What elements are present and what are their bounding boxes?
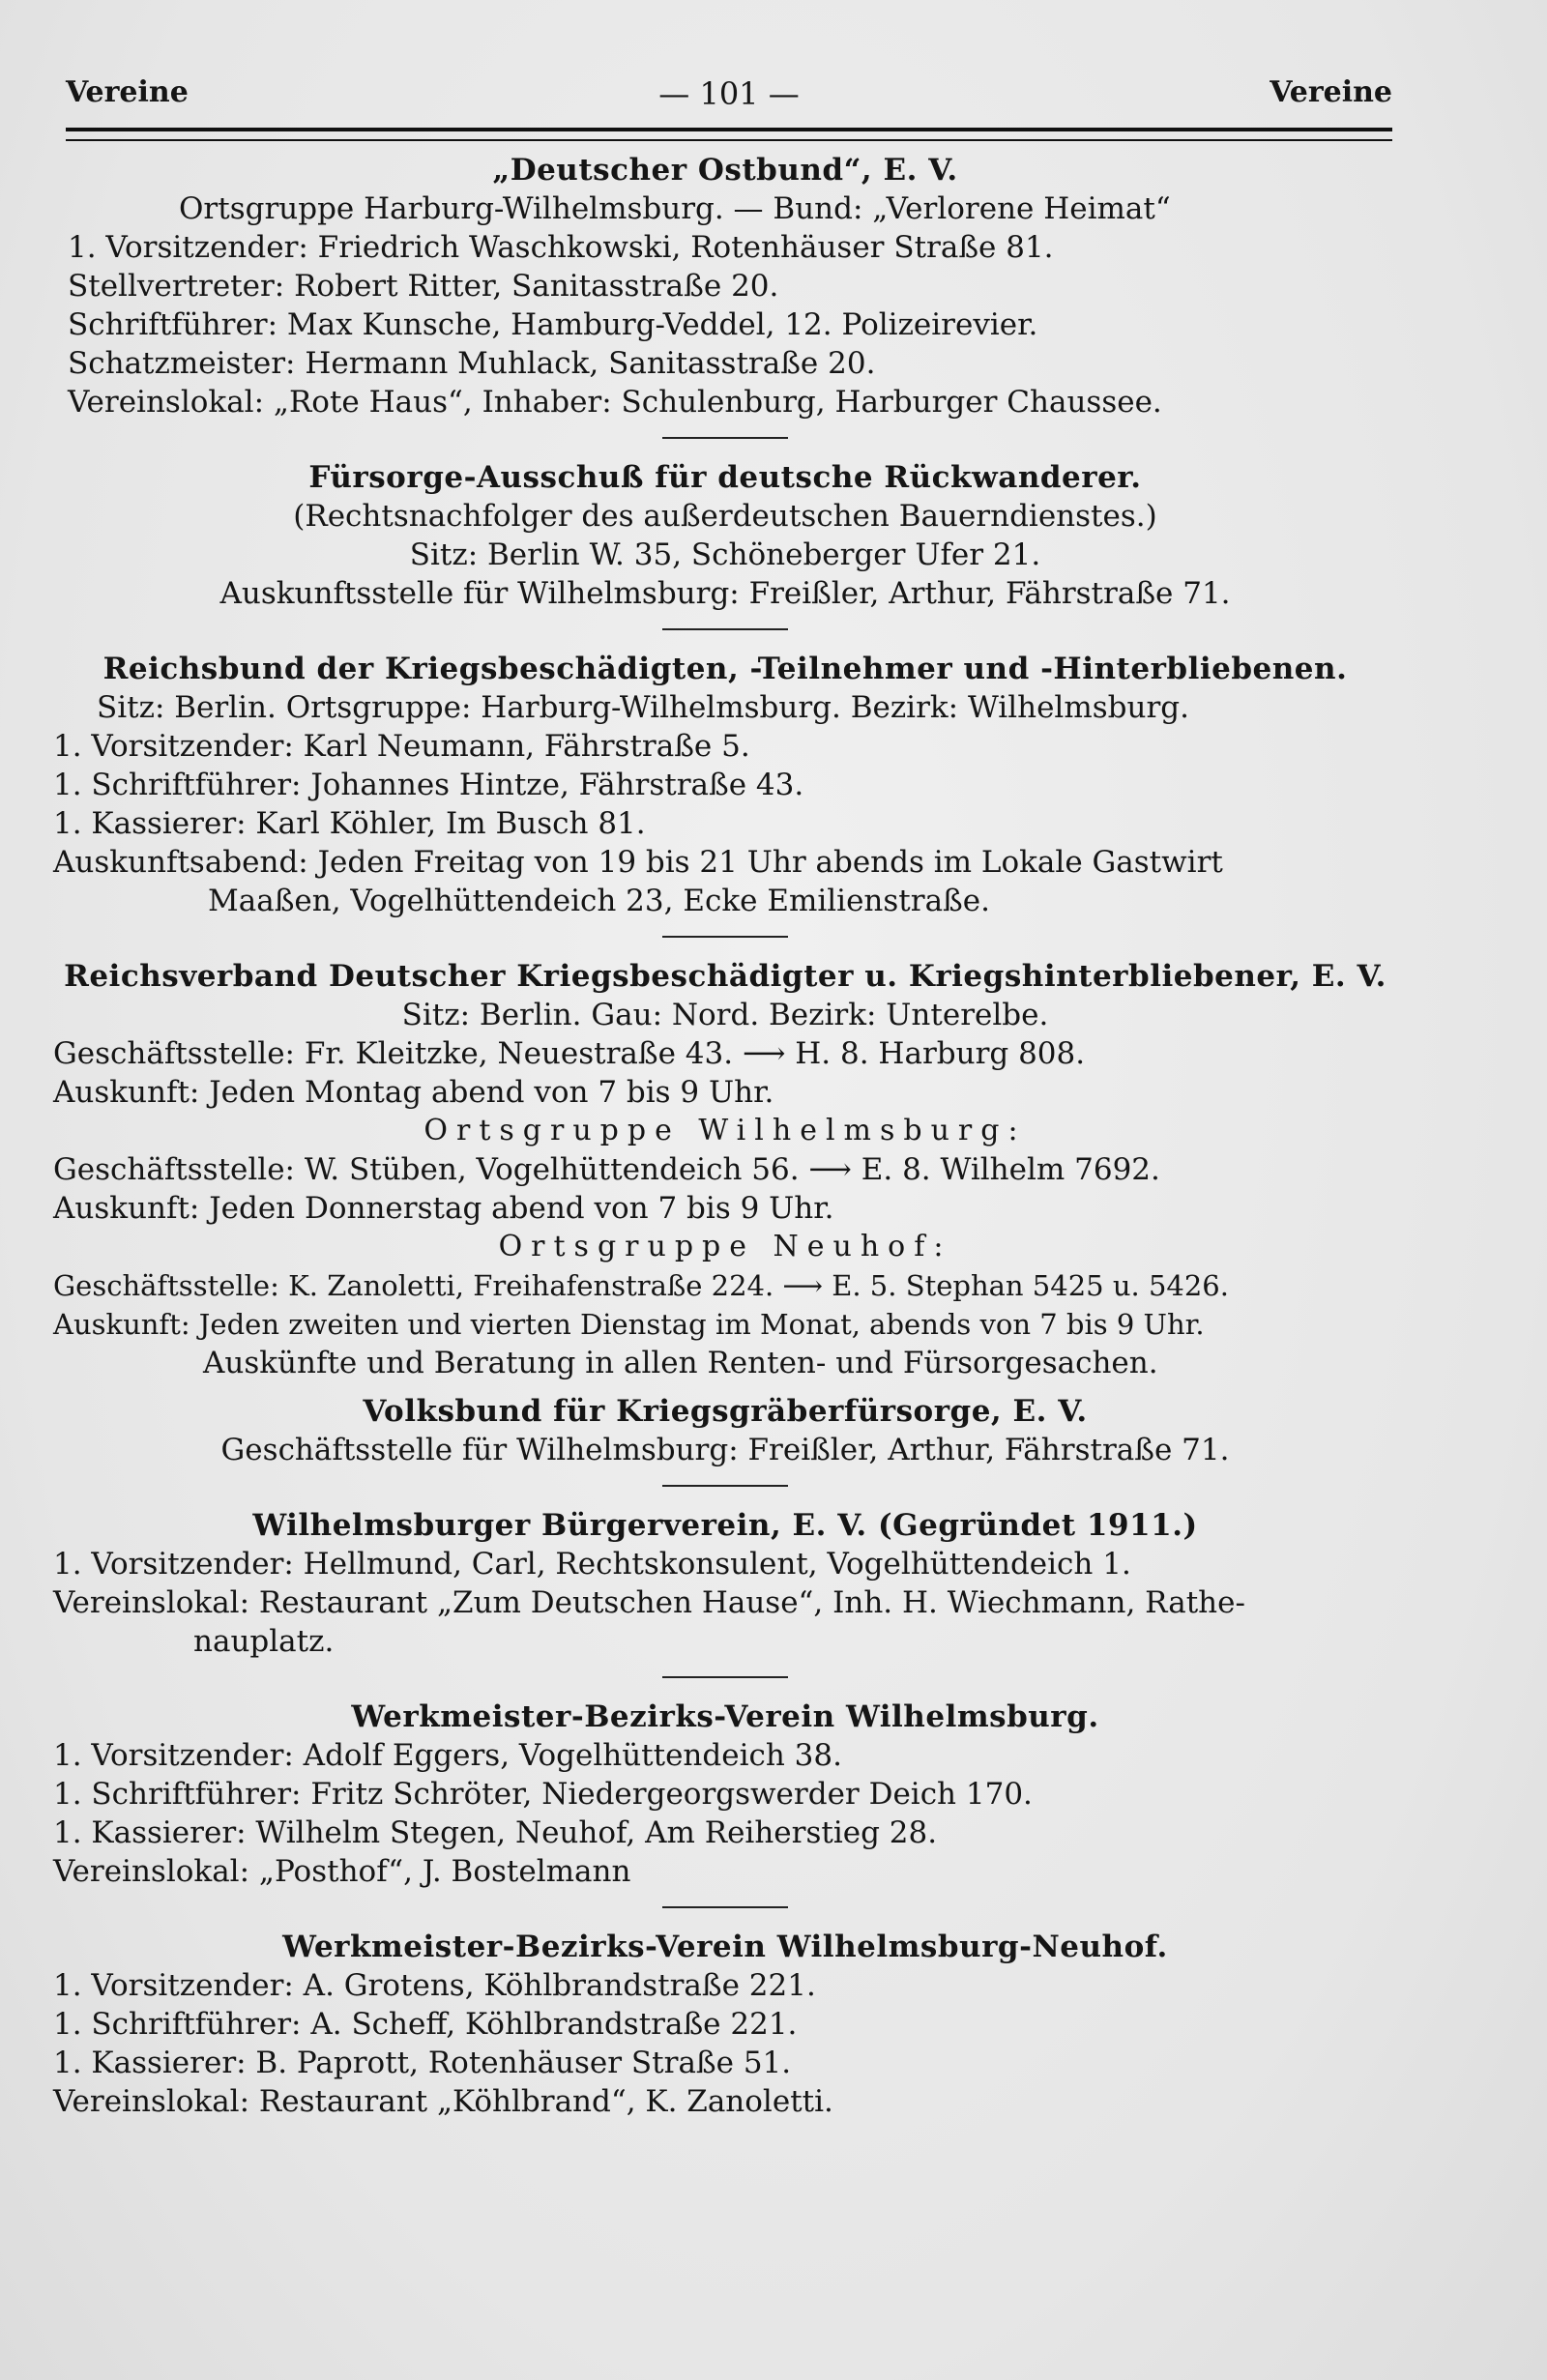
section-reichsbund <box>48 650 1402 938</box>
text-line: Sitz: Berlin. Gau: Nord. Bezirk: Unterelbe. <box>401 998 1049 1032</box>
section-title: Reichsbund der Kriegsbeschädigten, -Teilnehmer und -Hinterbliebenen. <box>102 652 1348 686</box>
text-line: Geschäftsstelle: W. Stüben, Vogelhüttendeich 56. ⟶ E. 8. Wilhelm 7692. <box>53 1152 1160 1187</box>
page-header <box>66 75 1392 114</box>
text-line: 1. Kassierer: B. Paprott, Rotenhäuser Straße 51. <box>53 2046 792 2080</box>
section-werkmeister-neuhof <box>48 1928 1402 2121</box>
text-line: 1. Kassierer: Wilhelm Stegen, Neuhof, Am Reiherstieg 28. <box>53 1815 938 1850</box>
section-divider <box>662 1485 788 1487</box>
text-line: Auskunft: Jeden Donnerstag abend von 7 bis 9 Uhr. <box>53 1191 834 1226</box>
header-rule <box>66 128 1392 141</box>
header-left: Vereine <box>66 75 189 109</box>
section-title: Fürsorge-Ausschuß für deutsche Rückwanderer. <box>308 460 1142 495</box>
text-line: (Rechtsnachfolger des außerdeutschen Bauerndienstes.) <box>293 499 1157 534</box>
section-title: Volksbund für Kriegsgräberfürsorge, E. V. <box>363 1394 1088 1429</box>
section-divider <box>662 1906 788 1908</box>
section-werkmeister-wilhelmsburg <box>48 1698 1402 1908</box>
text-line: Sitz: Berlin W. 35, Schöneberger Ufer 21. <box>409 537 1041 572</box>
text-line: Maaßen, Vogelhüttendeich 23, Ecke Emilienstraße. <box>208 884 990 918</box>
text-line: Vereinslokal: Restaurant „Köhlbrand“, K. Zanoletti. <box>53 2084 833 2119</box>
text-line: Geschäftsstelle: Fr. Kleitzke, Neuestraße 43. ⟶ H. 8. Harburg 808. <box>53 1036 1086 1071</box>
text-line: Auskünfte und Beratung in allen Renten- und Fürsorgesachen. <box>203 1346 1158 1380</box>
section-title: Wilhelmsburger Bürgerverein, E. V. (Gegründet 1911.) <box>252 1508 1198 1543</box>
text-line: Vereinslokal: Restaurant „Zum Deutschen Hause“, Inh. H. Wiechmann, Rathe- <box>53 1585 1245 1620</box>
text-line: 1. Vorsitzender: Adolf Eggers, Vogelhüttendeich 38. <box>53 1738 842 1773</box>
section-deutscher-ostbund <box>48 151 1402 439</box>
section-divider <box>662 1676 788 1678</box>
text-line: Auskunftsabend: Jeden Freitag von 19 bis 21 Uhr abends im Lokale Gastwirt <box>53 845 1223 880</box>
section-title: Werkmeister-Bezirks-Verein Wilhelmsburg. <box>351 1699 1099 1734</box>
text-line: nauplatz. <box>193 1624 335 1659</box>
text-line: 1. Schriftführer: Johannes Hintze, Fährstraße 43. <box>53 768 804 802</box>
text-line: Schatzmeister: Hermann Muhlack, Sanitasstraße 20. <box>68 346 876 381</box>
text-line: Geschäftsstelle für Wilhelmsburg: Freißler, Arthur, Fährstraße 71. <box>220 1433 1230 1467</box>
section-divider <box>662 437 788 439</box>
section-divider <box>662 936 788 938</box>
section-buergerverein <box>48 1506 1402 1678</box>
text-line: 1. Vorsitzender: A. Grotens, Köhlbrandstraße 221. <box>53 1968 816 2003</box>
text-line: 1. Schriftführer: A. Scheff, Köhlbrandstraße 221. <box>53 2007 798 2042</box>
subgroup-heading: Ortsgruppe Neuhof: <box>498 1230 952 1263</box>
text-line: 1. Vorsitzender: Friedrich Waschkowski, Rotenhäuser Straße 81. <box>68 230 1054 265</box>
section-volksbund <box>48 1392 1402 1487</box>
text-line: 1. Vorsitzender: Karl Neumann, Fährstraße 5. <box>53 729 750 764</box>
text-line: Ortsgruppe Harburg-Wilhelmsburg. — Bund: „Verlorene Heimat“ <box>179 191 1171 226</box>
section-reichsverband <box>48 957 1402 1382</box>
section-divider <box>662 628 788 630</box>
subgroup-heading: Ortsgruppe Wilhelmsburg: <box>423 1114 1027 1147</box>
text-line: Auskunft: Jeden Montag abend von 7 bis 9 Uhr. <box>53 1075 774 1110</box>
text-line: Sitz: Berlin. Ortsgruppe: Harburg-Wilhelmsburg. Bezirk: Wilhelmsburg. <box>97 690 1189 725</box>
text-line: Vereinslokal: „Posthof“, J. Bostelmann <box>53 1854 631 1889</box>
text-line: Vereinslokal: „Rote Haus“, Inhaber: Schulenburg, Harburger Chaussee. <box>68 385 1162 420</box>
page-number: — 101 — <box>658 75 800 112</box>
text-line: Stellvertreter: Robert Ritter, Sanitasstraße 20. <box>68 269 779 304</box>
text-line: 1. Vorsitzender: Hellmund, Carl, Rechtskonsulent, Vogelhüttendeich 1. <box>53 1547 1131 1582</box>
text-line: 1. Schriftführer: Fritz Schröter, Niedergeorgswerder Deich 170. <box>53 1777 1033 1812</box>
section-title: Werkmeister-Bezirks-Verein Wilhelmsburg-Neuhof. <box>282 1930 1168 1964</box>
text-line: Geschäftsstelle: K. Zanoletti, Freihafenstraße 224. ⟶ E. 5. Stephan 5425 u. 5426. <box>53 1269 1229 1302</box>
section-fuersorge-ausschuss <box>48 458 1402 630</box>
text-line: Auskunft: Jeden zweiten und vierten Dienstag im Monat, abends von 7 bis 9 Uhr. <box>53 1308 1205 1341</box>
section-title: Reichsverband Deutscher Kriegsbeschädigter u. Kriegshinterbliebener, E. V. <box>64 959 1386 994</box>
text-line: Schriftführer: Max Kunsche, Hamburg-Veddel, 12. Polizeirevier. <box>68 307 1038 342</box>
header-right: Vereine <box>1270 75 1392 109</box>
text-line: 1. Kassierer: Karl Köhler, Im Busch 81. <box>53 806 646 841</box>
text-line: Auskunftsstelle für Wilhelmsburg: Freißler, Arthur, Fährstraße 71. <box>219 576 1231 611</box>
page-content <box>48 143 1402 2121</box>
section-title: „Deutscher Ostbund“, E. V. <box>492 153 958 188</box>
